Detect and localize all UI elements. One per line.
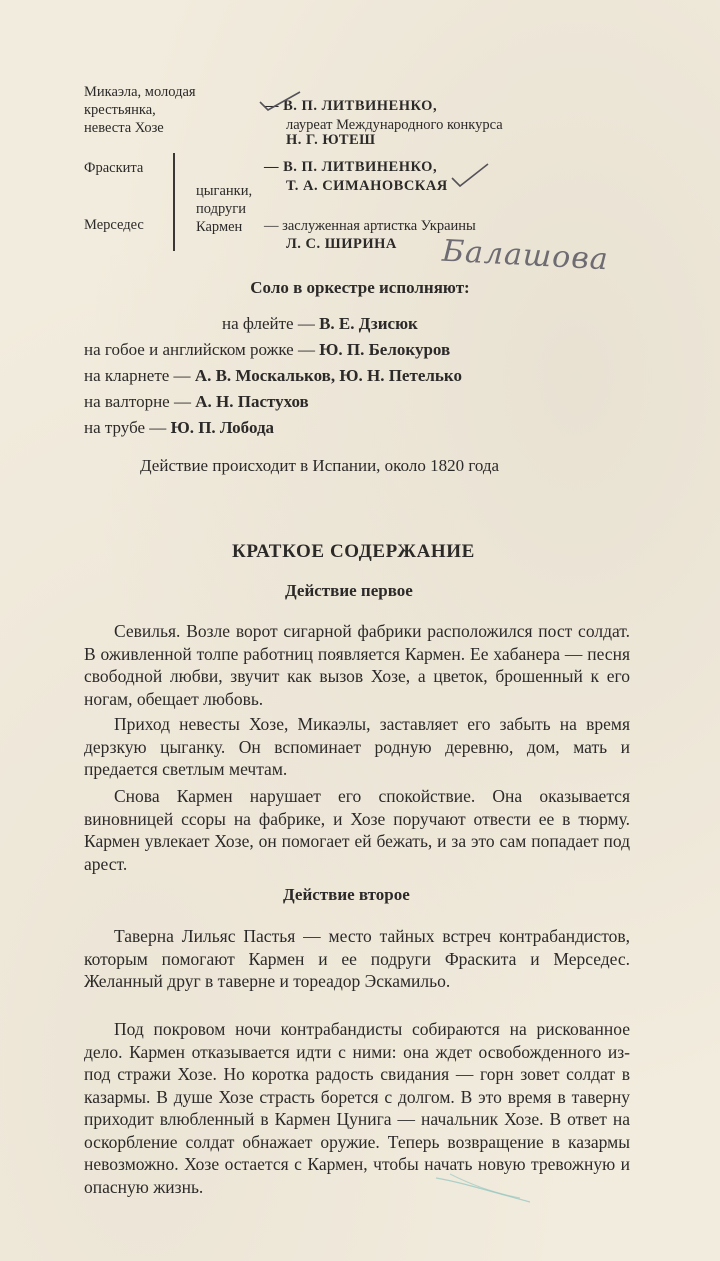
instrument: на флейте —: [222, 314, 315, 333]
solo-line-oboe: [84, 340, 450, 360]
handwritten-note: Балашова: [441, 233, 610, 278]
act1-paragraph: Снова Кармен нарушает его спокойствие. Она оказывается виновницей ссоры на фабрике, и Хозе поручают отвести ее в тюрму. Кармен увлекает Хозе, он помогает ей бежать, и за это сам попадает под арест.: [84, 786, 630, 874]
bracket-line: [173, 153, 175, 251]
act2-paragraph: Под покровом ночи контрабандисты собираются на рискованное дело. Кармен отказывается идти с ними: она ждет освобожденного из-под стражи Хозе. Но коротка радость свидания — горн зовет солдат в казармы. В душе Хозе страсть борется с долгом. В это время в таверну приходит влюбленный в Кармен Цунига — начальник Хозе. В ответ на оскорбление солдат обнажает оружие. Теперь возвращение в казармы невозможно. Хозе остается с Кармен, чтобы начать новую тревожную и опасную жизнь.: [84, 1019, 630, 1197]
solo-line-flute: [222, 314, 418, 334]
performer-note: лауреат Международного конкурса: [286, 117, 503, 133]
gypsy-line: Кармен: [196, 219, 243, 235]
players: А. Н. Пастухов: [195, 392, 309, 411]
ink-scribble-icon: [430, 1168, 540, 1208]
act2-title: Действие второе: [283, 885, 410, 904]
players: Ю. П. Белокуров: [319, 340, 451, 359]
solo-line-clarinet: [84, 366, 462, 386]
performer-title: — заслуженная артистка Украины: [264, 218, 476, 234]
gypsy-group-label: [196, 182, 252, 236]
role-mikaela: [84, 83, 196, 137]
solo-line-trumpet: [84, 418, 274, 438]
performer-shirina: Л. С. ШИРИНА: [286, 236, 397, 252]
act2-paragraph: Таверна Лильяс Пастья — место тайных встреч контрабандистов, которым помогают Кармен и ее подруги Фраскита и Мерседес. Желанный друг в таверне и тореадор Эскамильо.: [84, 926, 630, 991]
gypsy-line: подруги: [196, 201, 246, 217]
performer-yutesh: Н. Г. ЮТЕШ: [286, 132, 376, 148]
orchestra-title: Соло в оркестре исполняют:: [250, 278, 470, 297]
role-mercedes: Мерседес: [84, 217, 144, 233]
act1-paragraph: Приход невесты Хозе, Микаэлы, заставляет его забыть на время дерзкую цыганку. Он вспоминает родную деревню, дом, мать и предается светлым мечтам.: [84, 714, 630, 779]
checkmark-icon: [256, 88, 306, 114]
players: А. В. Москальков, Ю. Н. Петелько: [194, 366, 462, 385]
players: В. Е. Дзисюк: [319, 314, 418, 333]
summary-title: КРАТКОЕ СОДЕРЖАНИЕ: [232, 541, 475, 562]
performer-litvinenko-2: — В. П. ЛИТВИНЕНКО,: [264, 159, 438, 175]
setting-line: Действие происходит в Испании, около 1820 года: [140, 456, 500, 475]
solo-line-horn: [84, 392, 309, 412]
role-line: крестьянка,: [84, 102, 156, 118]
checkmark-icon: [448, 160, 492, 190]
act1-title: Действие первое: [285, 581, 413, 600]
role-line: Микаэла, молодая: [84, 84, 196, 100]
players: Ю. П. Лобода: [170, 418, 275, 437]
gypsy-line: цыганки,: [196, 183, 253, 199]
performer-litvinenko-1: — В. П. ЛИТВИНЕНКО,: [264, 98, 438, 114]
role-line: невеста Хозе: [84, 120, 164, 136]
instrument: на кларнете —: [84, 366, 191, 385]
role-fraskita: Фраскита: [84, 160, 144, 176]
instrument: на валторне —: [84, 392, 191, 411]
act1-paragraph: Севилья. Возле ворот сигарной фабрики расположился пост солдат. В оживленной толпе работниц появляется Кармен. Ее хабанера — песня свободной любви, звучит как вызов Хозе, а цветок, брошенный к его ногам, обещает любовь.: [84, 621, 630, 709]
instrument: на гобое и английском рожке —: [84, 340, 315, 359]
performer-simanovskaya: Т. А. СИМАНОВСКАЯ: [286, 178, 448, 194]
instrument: на трубе —: [84, 418, 167, 437]
